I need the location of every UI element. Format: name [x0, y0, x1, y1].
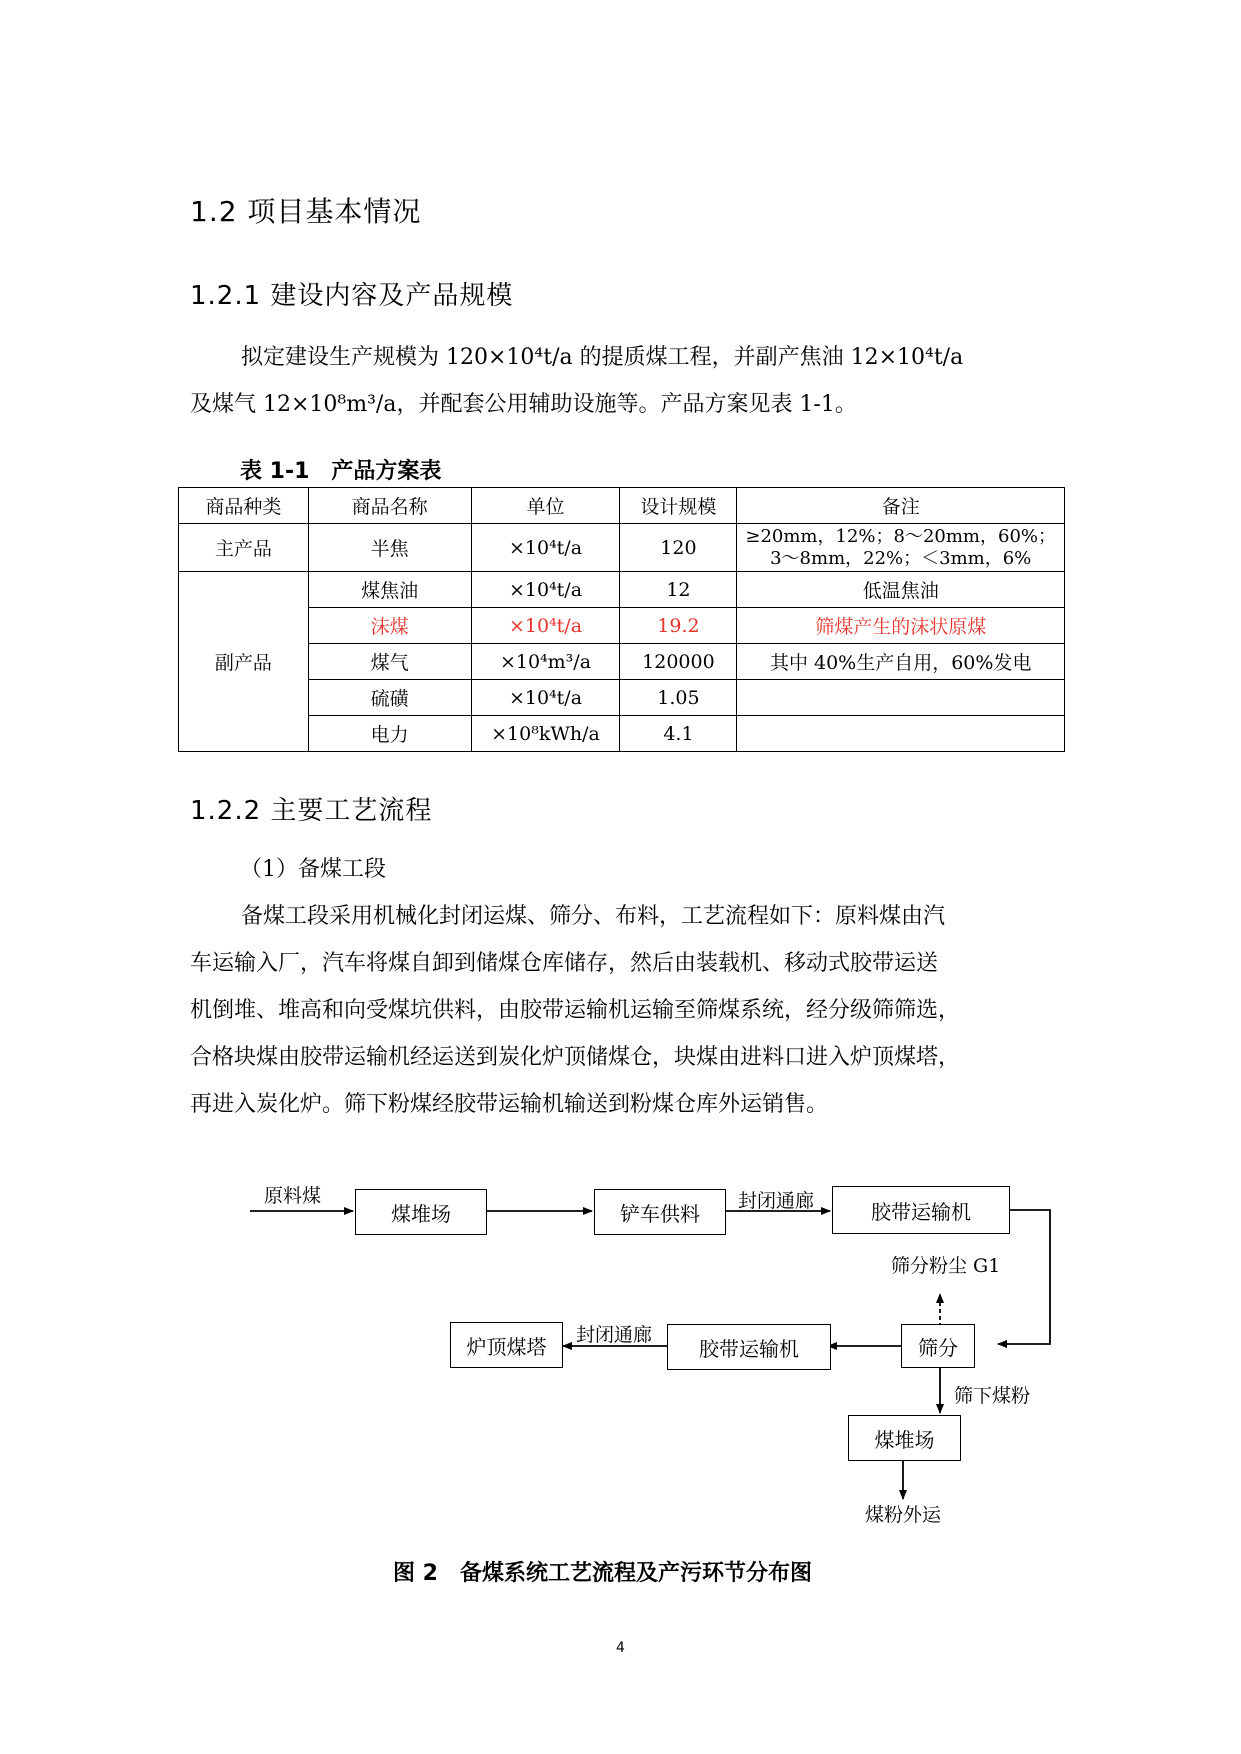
table-header-cell: 商品名称	[308, 488, 471, 524]
table-header-cell: 设计规模	[620, 488, 737, 524]
remark-cell: 其中 40%生产自用，60%发电	[737, 644, 1065, 680]
unit-cell: ×10⁴t/a	[471, 608, 620, 644]
product-name-cell: 半焦	[308, 524, 471, 572]
product-name-cell: 煤焦油	[308, 572, 471, 608]
remark-line: ≥20mm，12%；8～20mm，60%；	[745, 525, 1057, 547]
table-header-cell: 商品种类	[179, 488, 309, 524]
scale-cell: 12	[620, 572, 737, 608]
box-furnace-top-tower: 炉顶煤塔	[450, 1322, 563, 1368]
unit-cell: ×10⁴m³/a	[471, 644, 620, 680]
remark-line: 3～8mm，22%；＜3mm，6%	[770, 547, 1032, 569]
box-belt-conveyor-2: 胶带运输机	[667, 1324, 831, 1370]
figure-caption: 图 2 备煤系统工艺流程及产污环节分布图	[393, 1561, 812, 1586]
unit-cell: ×10⁸kWh/a	[471, 716, 620, 752]
process-line: 备煤工段采用机械化封闭运煤、筛分、布料，工艺流程如下：原料煤由汽	[241, 904, 946, 929]
box-loader-feed: 铲车供料	[594, 1189, 726, 1235]
table-header-cell: 单位	[471, 488, 620, 524]
label-closed-corridor-2: 封闭通廊	[576, 1324, 653, 1346]
scale-cell: 19.2	[620, 608, 737, 644]
product-name-cell: 沫煤	[308, 608, 471, 644]
remark-cell: 筛煤产生的沫状原煤	[737, 608, 1065, 644]
category-cell-main: 主产品	[179, 524, 309, 572]
section-heading-1-2-1: 1.2.1 建设内容及产品规模	[190, 281, 514, 311]
section-heading-1-2-2: 1.2.2 主要工艺流程	[190, 796, 433, 826]
scale-cell: 4.1	[620, 716, 737, 752]
section-heading-1-2: 1.2 项目基本情况	[190, 195, 422, 228]
label-coal-powder-export: 煤粉外运	[865, 1504, 942, 1526]
table-caption: 表 1-1 产品方案表	[240, 459, 442, 484]
unit-cell: ×10⁴t/a	[471, 680, 620, 716]
box-coal-yard-2: 煤堆场	[848, 1415, 961, 1461]
page-number: 4	[616, 1640, 625, 1656]
table-header-cell: 备注	[737, 488, 1065, 524]
box-coal-yard-1: 煤堆场	[355, 1189, 487, 1235]
scale-cell: 1.05	[620, 680, 737, 716]
remark-cell: 低温焦油	[737, 572, 1065, 608]
process-line: 再进入炭化炉。筛下粉煤经胶带运输机输送到粉煤仓库外运销售。	[190, 1092, 829, 1117]
process-line: 车运输入厂，汽车将煤自卸到储煤仓库储存，然后由装载机、移动式胶带运送	[190, 951, 939, 976]
scale-cell: 120	[620, 524, 737, 572]
label-screening-dust: 筛分粉尘 G1	[891, 1255, 1001, 1277]
scale-cell: 120000	[620, 644, 737, 680]
box-belt-conveyor-1: 胶带运输机	[832, 1186, 1010, 1234]
label-undersize-coal-powder: 筛下煤粉	[954, 1385, 1031, 1407]
unit-cell: ×10⁴t/a	[471, 572, 620, 608]
label-raw-coal: 原料煤	[264, 1185, 322, 1207]
label-closed-corridor-1: 封闭通廊	[738, 1190, 815, 1212]
process-step-title: （1）备煤工段	[240, 857, 386, 882]
product-name-cell: 电力	[308, 716, 471, 752]
unit-cell: ×10⁴t/a	[471, 524, 620, 572]
intro-line-2: 及煤气 12×10⁸m³/a，并配套公用辅助设施等。产品方案见表 1-1。	[190, 392, 857, 417]
process-line: 机倒堆、堆高和向受煤坑供料，由胶带运输机运输至筛煤系统，经分级筛筛选，	[190, 998, 961, 1023]
box-screening: 筛分	[901, 1324, 975, 1368]
process-line: 合格块煤由胶带运输机经运送到炭化炉顶储煤仓，块煤由进料口进入炉顶煤塔，	[190, 1045, 961, 1070]
product-name-cell: 煤气	[308, 644, 471, 680]
intro-line-1: 拟定建设生产规模为 120×10⁴t/a 的提质煤工程，并副产焦油 12×10⁴t/a	[241, 345, 964, 370]
category-cell-by: 副产品	[179, 572, 309, 752]
product-name-cell: 硫磺	[308, 680, 471, 716]
